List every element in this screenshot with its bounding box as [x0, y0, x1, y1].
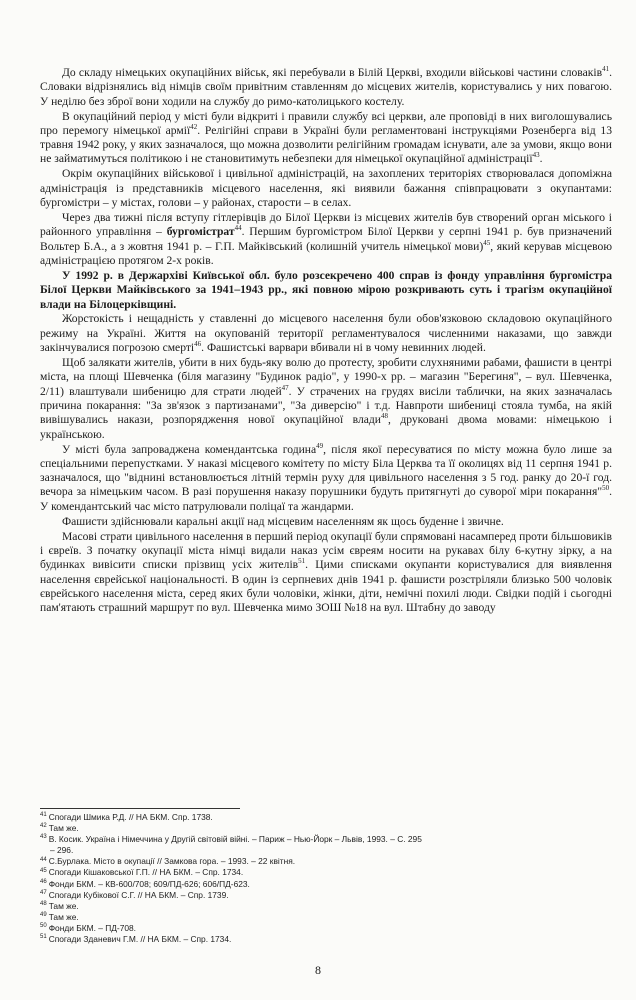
text-run: У місті була запроваджена комендантська година	[62, 442, 317, 456]
footnote-49	[40, 912, 612, 923]
text-run: До складу німецьких окупаційних військ, які перебували в Білій Церкві, входили військові частини словаків	[62, 66, 603, 79]
footnote-text: С.Бурлака. Місто в окупації // Замкова гора. – 1993. – 22 квітня.	[48, 856, 296, 867]
footnote-ref: 41	[602, 65, 610, 74]
paragraph-6	[40, 312, 612, 355]
footnote-ref: 43	[532, 151, 540, 160]
footnote-ref: 46	[194, 340, 202, 349]
footnote-number: 49	[40, 912, 47, 919]
text-run: .	[539, 152, 543, 166]
footnote-number: 44	[40, 856, 47, 863]
footnote-ref: 44	[234, 224, 242, 233]
text-run: , друковані двома мовами: німецькою і українською.	[40, 413, 612, 441]
paragraph-7	[40, 356, 612, 442]
footnote-ref: 51	[298, 557, 306, 566]
text-run: Окрім окупаційних військової і цивільної адміністрацій, на захоплених територіях створювалася допоміжна адміністрація із представників місцевого населення, які виявили бажання співпрацювати з окупантами: бургомістри – у містах, голови – у районах, старости – в селах.	[40, 167, 612, 210]
footnotes	[40, 812, 612, 945]
footnote-text: – 296.	[50, 845, 74, 856]
footnote-51	[40, 934, 612, 945]
text-run: . Релігійні справи в Україні були регламентовані інструкціями Розенберга від 13 травня 1942 року, у яких зазначалося, що можна дозволити релігійним громадам існувати, але за умови, якщо вони не займатимуться політикою і не становитимуть небезпеки для німецької окупаційної адміністрації	[40, 123, 612, 166]
text-run: , після якої пересуватися по місту можна було лише за спеціальними перепустками. У наказі місцевого комітету по місту Біла Церква та її околицях від 11 серпня 1941 р. зазначалося, що "віднині встановлюється літній термін руху для цивільного населення з 5 год. ранку до 20-ї год. вечора за німецьким часом. В разі порушення наказу порушники будуть притягнуті до суворої міри покарання"	[40, 442, 612, 499]
footnote-ref: 50	[602, 484, 610, 493]
paragraph-4	[40, 211, 612, 268]
footnote-text: В. Косик. Україна і Німеччина у Другій світовій війні. – Париж – Нью-Йорк – Львів, 1993. – С. 295	[48, 834, 422, 845]
footnote-text: Спогади Шмика Р.Д. // НА БКМ. Спр. 1738.	[48, 812, 213, 822]
footnote-ref: 42	[190, 123, 198, 132]
footnote-number: 43	[40, 834, 47, 841]
footnote-separator	[40, 808, 240, 809]
footnote-48	[40, 901, 612, 912]
footnote-number: 45	[40, 867, 47, 874]
text-run: Масові страти цивільного населення в перший період окупації були спрямовані насамперед проти більшовиків і євреїв. З початку окупації міста німці видали наказ усім євреям носити на рукавах білу 6-кутну зірку, а на будинках вивісити списки прізвищ усіх жителів	[40, 529, 612, 572]
paragraph-3	[40, 167, 612, 210]
text-run: . У комендантський час місто патрулювали поліцаї та жандарми.	[40, 485, 612, 513]
footnote-ref: 49	[316, 441, 324, 450]
footnote-text: Спогади Кубікової С.Г. // НА БКМ. – Спр. 1739.	[48, 889, 229, 900]
footnote-text: Там же.	[48, 900, 79, 911]
text-run: Щоб залякати жителів, убити в них будь-яку волю до протесту, зробити слухняними рабами, фашисти в центрі міста, на площі Шевченка (біля магазину "Будинок радіо", у 1990-х рр. – магазин "Берегиня", – вул. Шевченка, 2/11) влаштували шибеницю для страти людей	[40, 356, 612, 398]
footnote-number: 47	[40, 889, 47, 896]
page-number: 8	[315, 963, 321, 977]
body-text	[40, 66, 612, 616]
footnote-ref: 48	[380, 412, 388, 421]
footnote-ref: 45	[483, 238, 491, 247]
text-run: Через два тижні після вступу гітлерівців до Білої Церкви із місцевих жителів був створений орган міського і районного управління –	[40, 211, 612, 239]
footnote-number: 46	[40, 878, 47, 885]
paragraph-5	[40, 269, 612, 312]
text-run: . Словаки відрізнялись від німців своїм привітним ставленням до місцевих жителів, користувались у них повагою. У неділю без зброї вони ходили на службу до римо-католицького костелу.	[40, 66, 612, 108]
footnote-text: Спогади Кішаковської Г.П. // НА БКМ. – Спр. 1734.	[48, 867, 244, 878]
text-run: . Фашистські варвари вбивали ні в чому невинних людей.	[201, 341, 486, 355]
footnote-number: 41	[40, 812, 47, 819]
text-run: У 1992 р. в Держархіві Київської обл. було розсекречено 400 справ із фонду управління бургомістра Білої Церкви Майківського за 1941–1943 рр., які повною мірою розкривають суть і трагізм окупаційної влади на Білоцерківщині.	[40, 268, 612, 311]
paragraph-8	[40, 443, 612, 514]
footnote-42	[40, 823, 612, 834]
footnote-text: Фонди БКМ. – КВ-600/708; 609/ПД-626; 606/ПД-623.	[48, 878, 250, 889]
text-run: В окупаційний період у місті були відкриті і правили службу всі церкви, але проповіді в них виголошувались про перемогу німецької армії	[40, 109, 612, 137]
text-run: . У страчених на грудях висіли таблички, на яких зазначалась причина покарання: "За зв'язок з партизанами", "За диверсію" і т.д. Навпроти шибениці стояла тумба, на якій вивішувались накази, розпорядження нової окупаційної влади	[40, 384, 612, 427]
footnote-43	[40, 834, 612, 845]
footnote-text: Фонди БКМ. – ПД-708.	[48, 922, 136, 933]
footnote-43	[40, 845, 612, 856]
footnote-ref: 47	[281, 383, 289, 392]
footnote-47	[40, 890, 612, 901]
paragraph-1	[40, 66, 612, 109]
footnote-number: 42	[40, 823, 47, 830]
footnote-46	[40, 879, 612, 890]
text-run: . Першим бургомістром Білої Церкви у серпні 1941 р. був призначений Вольтер Б.А., а з жовтня 1941 р. – Г.П. Майківський (колишній учитель німецької мови)	[40, 225, 612, 253]
text-run: Жорстокість і нещадність у ставленні до місцевого населення були обов'язковою складовою окупаційного режиму на Україні. Життя на окупованій території регламентувалося численними наказами, що завжди закінчувалися погрозою смерті	[40, 312, 612, 355]
footnote-text: Спогади Зданевич Г.М. // НА БКМ. – Спр. 1734.	[48, 934, 232, 945]
footnote-45	[40, 867, 612, 878]
text-run: , який керував місцевою адміністрацією протягом 2-х років.	[40, 239, 612, 267]
footnote-text: Там же.	[48, 823, 79, 834]
bold-term: бургомістрат	[166, 225, 235, 239]
footnote-number: 51	[40, 934, 47, 941]
footnote-number: 50	[40, 923, 47, 930]
footnote-41	[40, 812, 612, 823]
footnote-44	[40, 856, 612, 867]
footnote-text: Там же.	[48, 911, 79, 922]
text-run: Фашисти здійснювали каральні акції над місцевим населенням як щось буденне і звичне.	[62, 514, 504, 528]
footnote-number: 48	[40, 900, 47, 907]
paragraph-9	[40, 515, 612, 529]
paragraph-2	[40, 110, 612, 167]
text-run: . Цими списками окупанти користувалися для виявлення населення єврейської національності. В один із серпневих днів 1941 р. фашисти розстріляли близько 500 чоловік єврейського населення міста, серед яких були чоловіки, жінки, діти, немічні похилі люди. Свідки подій і сьогодні пам'ятають страшний маршрут по вул. Шевченка мимо ЗОШ №18 на вул. Штабну до заводу	[40, 558, 612, 615]
footnote-50	[40, 923, 612, 934]
paragraph-10	[40, 530, 612, 616]
